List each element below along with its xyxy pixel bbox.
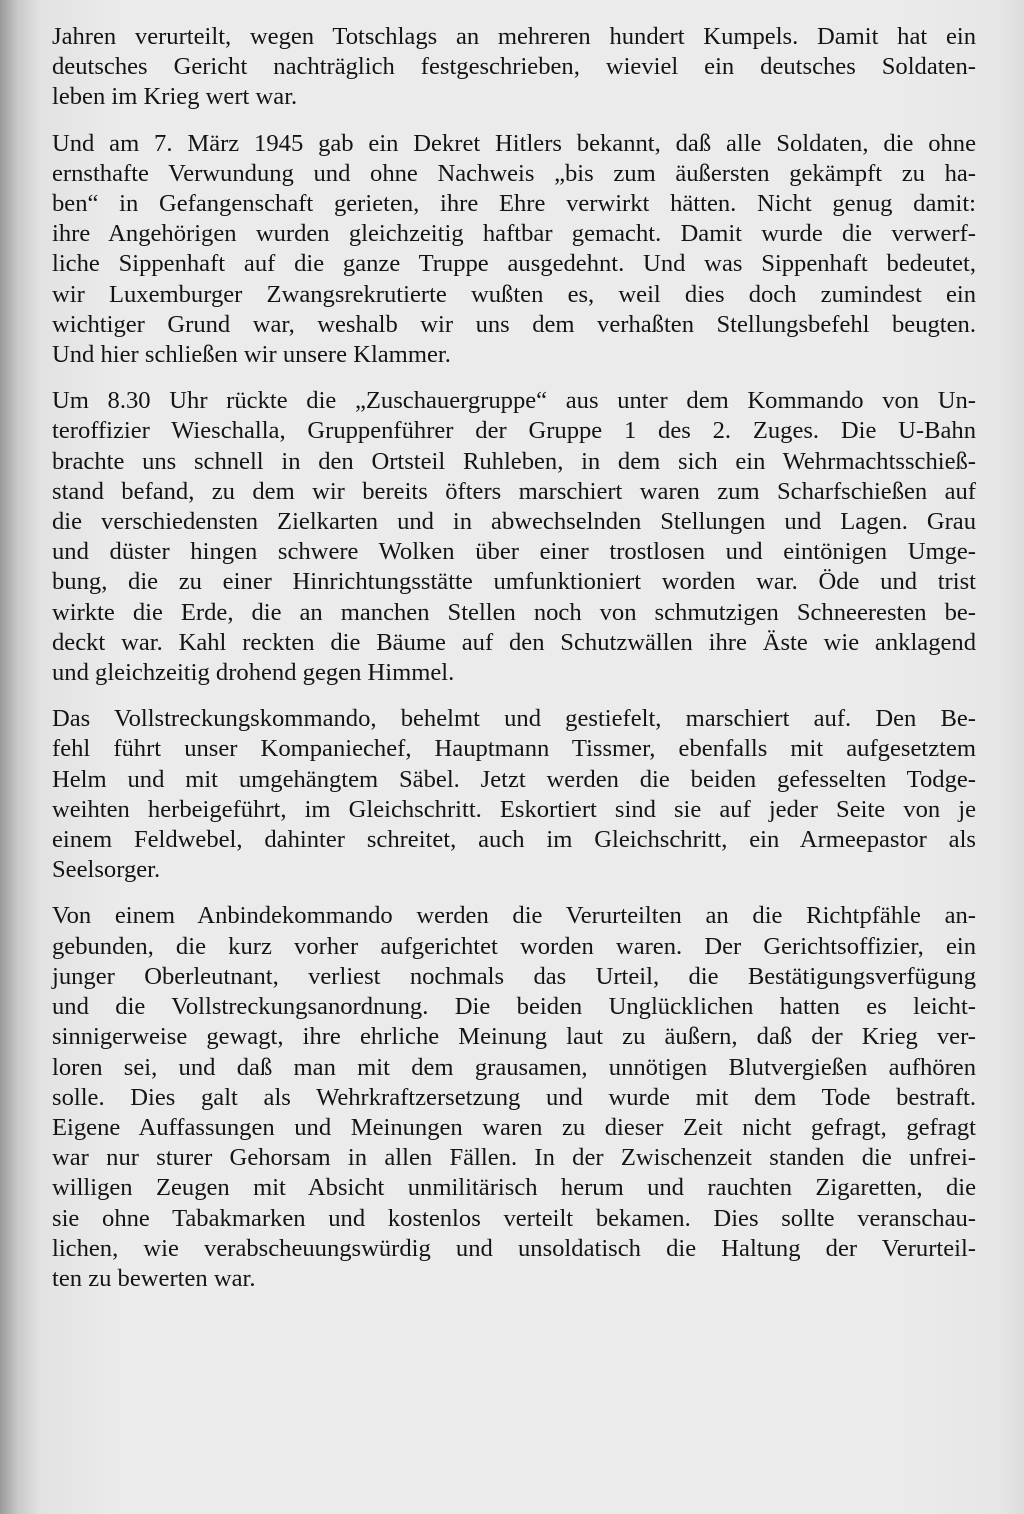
text-line: wir Luxemburger Zwangsrekrutierte wußten es, weil dies doch zumindest ein bbox=[52, 280, 976, 308]
text-line: wirkte die Erde, die an manchen Stellen noch von schmutzigen Schneeresten be- bbox=[52, 598, 976, 626]
text-line: Und am 7. März 1945 gab ein Dekret Hitlers bekannt, daß alle Soldaten, die ohne bbox=[52, 129, 976, 157]
text-line: ben“ in Gefangenschaft gerieten, ihre Ehre verwirkt hätten. Nicht genug damit: bbox=[52, 190, 976, 218]
text-line: Seelsorger. bbox=[52, 856, 161, 884]
text-line: liche Sippenhaft auf die ganze Truppe ausgedehnt. Und was Sippenhaft bedeutet, bbox=[52, 250, 976, 278]
text-line: junger Oberleutnant, verliest nochmals das Urteil, die Bestätigungsverfügung bbox=[52, 962, 976, 990]
text-line: ernsthafte Verwundung und ohne Nachweis „bis zum äußersten gekämpft zu ha- bbox=[52, 159, 976, 187]
text-line: bung, die zu einer Hinrichtungsstätte umfunktioniert worden war. Öde und trist bbox=[52, 568, 976, 596]
text-line: wichtiger Grund war, weshalb wir uns dem verhaßten Stellungsbefehl beugten. bbox=[52, 310, 976, 338]
text-line: loren sei, und daß man mit dem grausamen, unnötigen Blutvergießen aufhören bbox=[52, 1053, 976, 1081]
text-line: stand befand, zu dem wir bereits öfters marschiert waren zum Scharfschießen auf bbox=[52, 477, 976, 505]
text-line: leben im Krieg wert war. bbox=[52, 83, 298, 111]
paragraph-2 bbox=[52, 129, 976, 371]
paragraph-4 bbox=[52, 704, 976, 885]
text-line: fehl führt unser Kompaniechef, Hauptmann Tissmer, ebenfalls mit aufgesetztem bbox=[52, 735, 976, 763]
text-line: Eigene Auffassungen und Meinungen waren zu dieser Zeit nicht gefragt, gefragt bbox=[52, 1113, 976, 1141]
text-line: und gleichzeitig drohend gegen Himmel. bbox=[52, 659, 455, 687]
text-line: und die Vollstreckungsanordnung. Die beiden Unglücklichen hatten es leicht- bbox=[52, 993, 976, 1021]
text-line: solle. Dies galt als Wehrkraftzersetzung und wurde mit dem Tode bestraft. bbox=[52, 1083, 976, 1111]
paragraph-3 bbox=[52, 386, 976, 688]
text-line: ihre Angehörigen wurden gleichzeitig haftbar gemacht. Damit wurde die verwerf- bbox=[52, 220, 976, 248]
text-line: einem Feldwebel, dahinter schreitet, auch im Gleichschritt, ein Armeepastor als bbox=[52, 826, 976, 854]
text-line: gebunden, die kurz vorher aufgerichtet worden waren. Der Gerichtsoffizier, ein bbox=[52, 932, 976, 960]
paragraph-5 bbox=[52, 901, 976, 1294]
text-line: sinnigerweise gewagt, ihre ehrliche Meinung laut zu äußern, daß der Krieg ver- bbox=[52, 1023, 976, 1051]
text-line: war nur sturer Gehorsam in allen Fällen. In der Zwischenzeit standen die unfrei- bbox=[52, 1144, 976, 1172]
text-line: teroffizier Wieschalla, Gruppenführer der Gruppe 1 des 2. Zuges. Die U-Bahn bbox=[52, 417, 976, 445]
text-line: deckt war. Kahl reckten die Bäume auf den Schutzwällen ihre Äste wie anklagend bbox=[52, 628, 976, 656]
text-line: lichen, wie verabscheuungswürdig und unsoldatisch die Haltung der Verurteil- bbox=[52, 1234, 976, 1262]
text-line: Jahren verurteilt, wegen Totschlags an mehreren hundert Kumpels. Damit hat ein bbox=[52, 23, 976, 50]
text-line: und düster hingen schwere Wolken über einer trostlosen und eintönigen Umge- bbox=[52, 538, 976, 566]
text-line: weihten herbeigeführt, im Gleichschritt. Eskortiert sind sie auf jeder Seite von je bbox=[52, 795, 976, 823]
text-line: deutsches Gericht nachträglich festgeschrieben, wieviel ein deutsches Soldaten- bbox=[52, 53, 976, 81]
text-line: willigen Zeugen mit Absicht unmilitärisch herum und rauchten Zigaretten, die bbox=[52, 1174, 976, 1202]
paragraph-1 bbox=[52, 22, 976, 113]
text-line: Helm und mit umgehängtem Säbel. Jetzt werden die beiden gefesselten Todge- bbox=[52, 765, 976, 793]
text-line: sie ohne Tabakmarken und kostenlos verteilt bekamen. Dies sollte veranschau- bbox=[52, 1204, 976, 1232]
text-line: Das Vollstreckungskommando, behelmt und gestiefelt, marschiert auf. Den Be- bbox=[52, 705, 976, 733]
text-line: brachte uns schnell in den Ortsteil Ruhleben, in dem sich ein Wehrmachtsschieß- bbox=[52, 447, 976, 475]
text-line: die verschiedensten Zielkarten und in abwechselnden Stellungen und Lagen. Grau bbox=[52, 508, 976, 536]
text-line: ten zu bewerten war. bbox=[52, 1264, 256, 1292]
text-line: Von einem Anbindekommando werden die Verurteilten an die Richtpfähle an- bbox=[52, 902, 976, 930]
text-line: Und hier schließen wir unsere Klammer. bbox=[52, 341, 451, 369]
text-line: Um 8.30 Uhr rückte die „Zuschauergruppe“ aus unter dem Kommando von Un- bbox=[52, 387, 976, 415]
body-text bbox=[52, 22, 976, 1310]
